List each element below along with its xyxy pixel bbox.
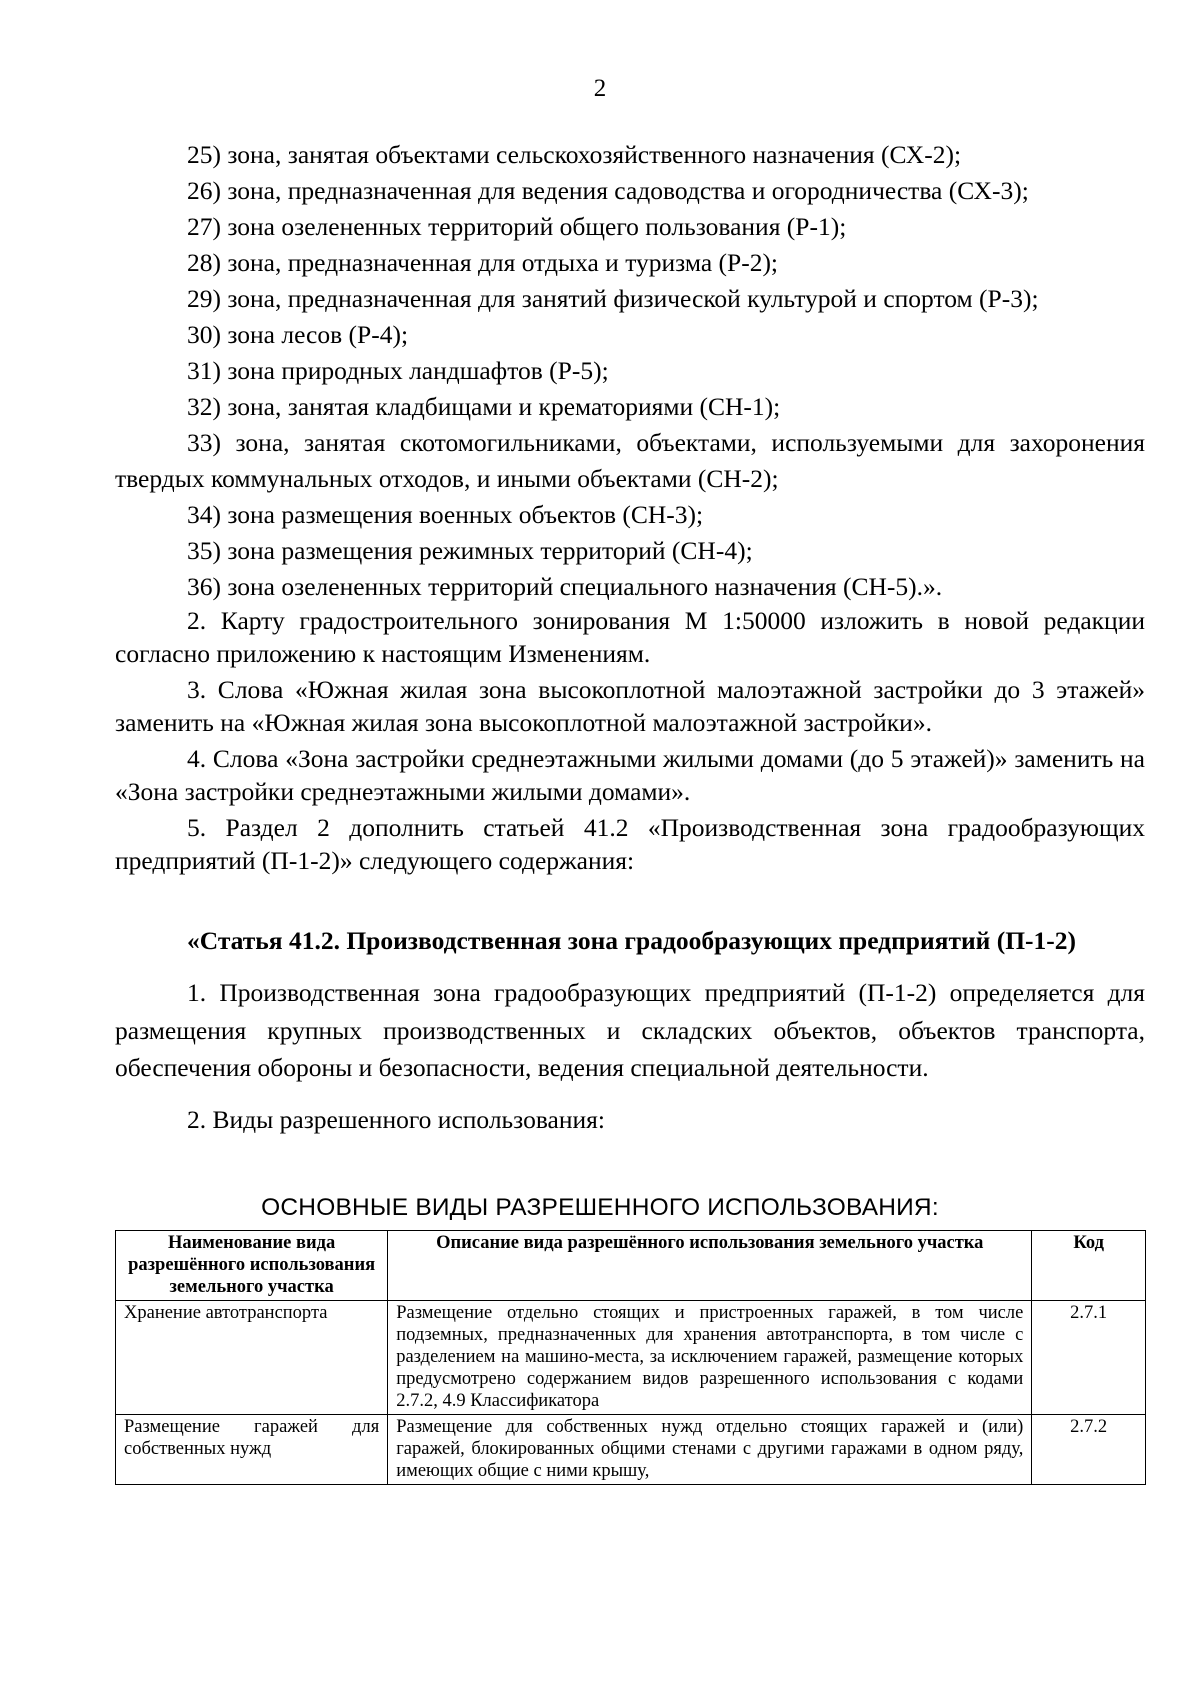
list-item: 34) зона размещения военных объектов (СН-3); <box>187 500 704 529</box>
cell-description: Размещение для собственных нужд отдельно стоящих гаражей и (или) гаражей, блокированных общими стенами с другими гаражами в одном ряду, имеющих общие с ними крышу, <box>388 1415 1032 1485</box>
paragraph-map: 2. Карту градостроительного зонирования М 1:50000 изложить в новой редакции согласно приложению к настоящим Изменениям. <box>115 606 1145 668</box>
cell-description: Размещение отдельно стоящих и пристроенных гаражей, в том числе подземных, предназначенных для хранения автотранспорта, в том числе с разделением на машино-места, за исключением гаражей, размещение которых предусмотрено содержанием видов разрешенного использования с кодами 2.7.2, 4.9 Классификатора <box>388 1301 1032 1415</box>
list-item: 32) зона, занятая кладбищами и крематориями (СН-1); <box>187 392 781 421</box>
paragraph-section-addition: 5. Раздел 2 дополнить статьей 41.2 «Производственная зона градообразующих предприятий (П-1-2)» следующего содержания: <box>115 813 1145 875</box>
cell-code: 2.7.1 <box>1032 1301 1146 1415</box>
list-item: 28) зона, предназначенная для отдыха и туризма (Р-2); <box>187 248 779 277</box>
list-item: 30) зона лесов (Р-4); <box>187 320 409 349</box>
list-item: 31) зона природных ландшафтов (Р-5); <box>187 356 609 385</box>
cell-name: Хранение автотранспорта <box>116 1301 388 1415</box>
table-row <box>116 1415 1146 1485</box>
cell-name: Размещение гаражей для собственных нужд <box>116 1415 388 1485</box>
table-row <box>116 1301 1146 1415</box>
list-item: 26) зона, предназначенная для ведения садоводства и огородничества (СХ-3); <box>187 176 1029 205</box>
paragraph-words-midrise-zone: 4. Слова «Зона застройки среднеэтажными жилыми домами (до 5 этажей)» заменить на «Зона застройки среднеэтажными жилыми домами». <box>115 744 1145 806</box>
list-item: 25) зона, занятая объектами сельскохозяйственного назначения (СХ-2); <box>187 140 962 169</box>
permitted-uses-table <box>115 1230 1146 1485</box>
paragraph-words-south-zone: 3. Слова «Южная жилая зона высокоплотной малоэтажной застройки до 3 этажей» заменить на «Южная жилая зона высокоплотной малоэтажной застройки». <box>115 675 1145 737</box>
header-code: Код <box>1032 1231 1146 1301</box>
header-description: Описание вида разрешённого использования земельного участка <box>388 1231 1032 1301</box>
header-name: Наименование вида разрешённого использования земельного участка <box>116 1231 388 1301</box>
list-item: 33) зона, занятая скотомогильниками, объектами, используемыми для захоронения твердых коммунальных отходов, и иными объектами (СН-2); <box>115 428 1145 493</box>
table-header-row <box>116 1231 1146 1301</box>
article-paragraph-purpose: 1. Производственная зона градообразующих предприятий (П-1-2) определяется для размещения крупных производственных и складских объектов, объектов транспорта, обеспечения обороны и безопасности, ведения специальной деятельности. <box>115 978 1145 1082</box>
page-number: 2 <box>593 75 607 102</box>
cell-code: 2.7.2 <box>1032 1415 1146 1485</box>
list-item: 29) зона, предназначенная для занятий физической культурой и спортом (Р-3); <box>187 284 1039 313</box>
list-item: 35) зона размещения режимных территорий (СН-4); <box>187 536 753 565</box>
list-item: 27) зона озелененных территорий общего пользования (Р-1); <box>187 212 847 241</box>
article-paragraph-uses: 2. Виды разрешенного использования: <box>187 1104 605 1134</box>
list-item: 36) зона озелененных территорий специального назначения (СН-5).». <box>187 572 943 601</box>
table-caption: ОСНОВНЫЕ ВИДЫ РАЗРЕШЕННОГО ИСПОЛЬЗОВАНИЯ: <box>261 1194 939 1221</box>
article-heading: «Статья 41.2. Производственная зона градообразующих предприятий (П-1-2) <box>187 926 1077 955</box>
